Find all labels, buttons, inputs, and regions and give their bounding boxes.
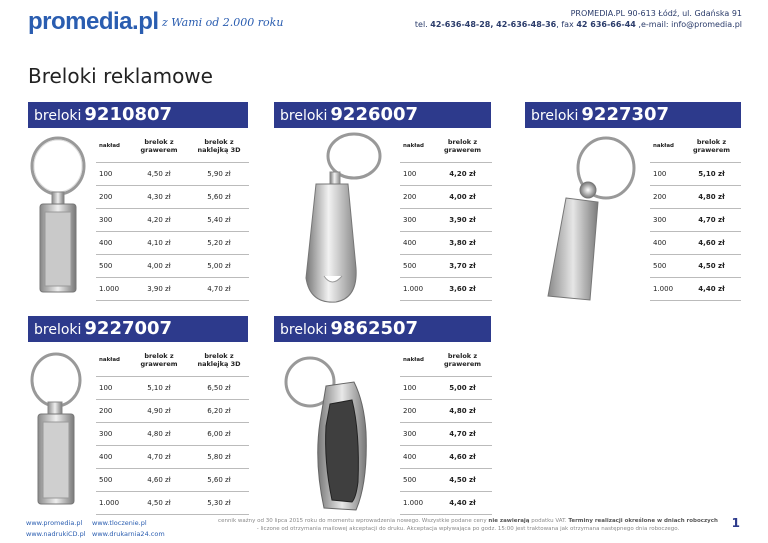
price-table-9226007: nakład brelok z grawerem 100 4,20 zł 200 4,00 zł 300 3,90 zł 400 3,80 zł 500 3,70 zł 1.000 3,60 zł	[400, 130, 492, 301]
table-row: 400 3,80 zł	[400, 231, 492, 254]
price-table-9862507: nakład brelok z grawerem 100 5,00 zł 200 4,80 zł 300 4,70 zł 400 4,60 zł 500 4,50 zł 1.000 4,40 zł	[400, 344, 492, 515]
table-row: 300 4,70 zł	[650, 208, 741, 231]
price-table-9210807: nakład brelok z grawerem brelok z naklejką 3D 100 4,50 zł 5,90 zł 200 4,30 zł 5,60 zł 300 4,20 zł 5,40 zł 400 4,10 zł 5,20 zł 500 4,00 zł 5,00 zł 1.000 3,90 zł 4,70 zł	[96, 130, 249, 301]
table-row: 100 5,00 zł	[400, 376, 492, 399]
table-row: 300 3,90 zł	[400, 208, 492, 231]
table-row: 200 4,80 zł	[400, 399, 492, 422]
tagline: z Wami od 2.000 roku	[162, 16, 284, 29]
product-code: 9862507	[330, 318, 419, 339]
footer-links	[26, 518, 165, 540]
product-header-9210807: breloki 9210807	[28, 102, 248, 128]
table-row: 1.000 3,90 zł 4,70 zł	[96, 277, 249, 300]
table-row: 100 4,20 zł	[400, 162, 492, 185]
table-row: 100 4,50 zł 5,90 zł	[96, 162, 249, 185]
table-row: 200 4,30 zł 5,60 zł	[96, 185, 249, 208]
phone-numbers: 42-636-48-28, 42-636-48-36	[430, 20, 557, 29]
footer-link[interactable]: www.drukarnia24.com	[92, 530, 165, 538]
page-title: Breloki reklamowe	[28, 64, 213, 88]
table-row: 300 4,70 zł	[400, 422, 492, 445]
table-row: 200 4,90 zł 6,20 zł	[96, 399, 249, 422]
contact-info	[415, 8, 742, 30]
product-code: 9210807	[84, 104, 173, 125]
table-row: 500 4,50 zł	[650, 254, 741, 277]
contact-email[interactable]: ,e-mail: info@promedia.pl	[635, 20, 742, 29]
logo[interactable]: promedia.pl	[28, 8, 159, 35]
table-row: 500 4,50 zł	[400, 468, 492, 491]
product-header-9227007: breloki 9227007	[28, 316, 248, 342]
table-row: 500 4,00 zł 5,00 zł	[96, 254, 249, 277]
keychain-image-9227007	[28, 342, 90, 512]
contact-phones: tel. 42-636-48-28, 42-636-48-36, fax 42 636-66-44 ,e-mail: info@promedia.pl	[414, 20, 742, 29]
table-row: 200 4,00 zł	[400, 185, 492, 208]
table-row: 400 4,10 zł 5,20 zł	[96, 231, 249, 254]
product-header-9862507: breloki 9862507	[274, 316, 491, 342]
table-row: 1.000 3,60 zł	[400, 277, 492, 300]
footer-link[interactable]: www.promedia.pl	[26, 519, 83, 527]
table-row: 1.000 4,50 zł 5,30 zł	[96, 491, 249, 514]
table-row: 400 4,60 zł	[650, 231, 741, 254]
table-row: 200 4,80 zł	[650, 185, 741, 208]
page-number: 1	[731, 516, 740, 530]
product-code: 9227007	[84, 318, 173, 339]
footer-link[interactable]: www.nadrukiCD.pl	[26, 530, 86, 538]
footer-link[interactable]: www.tloczenie.pl	[92, 519, 147, 527]
table-row: 300 4,80 zł 6,00 zł	[96, 422, 249, 445]
keychain-image-9862507	[280, 342, 396, 518]
table-row: 400 4,70 zł 5,80 zł	[96, 445, 249, 468]
disclaimer: cennik ważny od 30 lipca 2015 roku do momentu wprowadzenia nowego. Wszystkie podane ceny nie zawierają podatku VAT. Terminy realizacji określone w dniach roboczych - liczone od otrzymania mailowej akceptacji do druku. Akceptacja wpływająca po godz. 15:00 jest traktowana jak otrzymana następnego dnia roboczego.	[218, 518, 718, 532]
table-row: 500 3,70 zł	[400, 254, 492, 277]
price-table-9227007: nakład brelok z grawerem brelok z naklejką 3D 100 5,10 zł 6,50 zł 200 4,90 zł 6,20 zł 300 4,80 zł 6,00 zł 400 4,70 zł 5,80 zł 500 4,60 zł 5,60 zł 1.000 4,50 zł 5,30 zł	[96, 344, 249, 515]
product-code: 9226007	[330, 104, 419, 125]
table-row: 1.000 4,40 zł	[400, 491, 492, 514]
table-row: 100 5,10 zł	[650, 162, 741, 185]
product-header-9227307: breloki 9227307	[525, 102, 741, 128]
contact-address: PROMEDIA.PL 90-613 Łódź, ul. Gdańska 91	[570, 9, 742, 18]
table-row: 500 4,60 zł 5,60 zł	[96, 468, 249, 491]
table-row: 100 5,10 zł 6,50 zł	[96, 376, 249, 399]
page-header	[0, 0, 768, 44]
keychain-image-9227307	[532, 128, 642, 308]
keychain-image-9226007	[286, 128, 396, 308]
fax-number: 42 636-66-44	[576, 20, 636, 29]
keychain-image-9210807	[28, 128, 90, 300]
table-row: 1.000 4,40 zł	[650, 277, 741, 300]
product-code: 9227307	[581, 104, 670, 125]
table-row: 400 4,60 zł	[400, 445, 492, 468]
table-row: 300 4,20 zł 5,40 zł	[96, 208, 249, 231]
price-table-9227307: nakład brelok z grawerem 100 5,10 zł 200 4,80 zł 300 4,70 zł 400 4,60 zł 500 4,50 zł 1.000 4,40 zł	[650, 130, 741, 301]
product-header-9226007: breloki 9226007	[274, 102, 491, 128]
